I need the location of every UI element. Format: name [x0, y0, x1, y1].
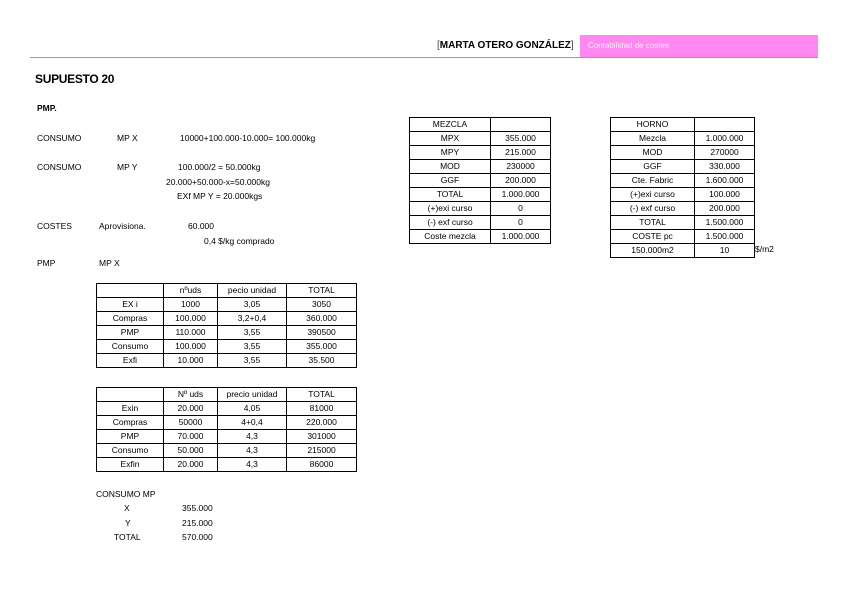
horno-row [611, 146, 755, 160]
consumo-mp-x-label: X [124, 503, 130, 513]
pmp-x-cell: EX i [97, 298, 164, 312]
horno-cell: 200.000 [695, 202, 755, 216]
pmp-x-cell: 3,2+0,4 [218, 312, 287, 326]
pmp-y-cell: 20.000 [164, 402, 218, 416]
horno-cell: HORNO [611, 118, 695, 132]
pmp-x-cell: 3,55 [218, 354, 287, 368]
pmp-y-cell: Nº uds [164, 388, 218, 402]
pmp-y-cell: Exin [97, 402, 164, 416]
page-title: SUPUESTO 20 [35, 72, 115, 86]
consumo-mp-total-label: TOTAL [114, 532, 141, 542]
mezcla-cell: 1.000.000 [491, 230, 551, 244]
pmp-x-cell: 10.000 [164, 354, 218, 368]
consumo-mp-x-value: 355.000 [182, 503, 213, 513]
mezcla-cell: 230000 [491, 160, 551, 174]
consumo-mp-label: CONSUMO MP [96, 489, 156, 499]
pmp-x-row [97, 284, 357, 298]
pmp-x-cell: 1000 [164, 298, 218, 312]
horno-cell: TOTAL [611, 216, 695, 230]
horno-cell: 1.500.000 [695, 216, 755, 230]
pmp-y-cell: 4,05 [218, 402, 287, 416]
horno-cell [695, 118, 755, 132]
consumo-y-calc-1: 100.000/2 = 50.000kg [178, 162, 261, 172]
pmp-y-row [97, 416, 357, 430]
mezcla-row [410, 202, 551, 216]
mezcla-cell: (-) exf curso [410, 216, 491, 230]
consumo-x-label: CONSUMO [37, 133, 82, 143]
mezcla-row [410, 160, 551, 174]
pmp-x-row [97, 312, 357, 326]
horno-cell: (-) exf curso [611, 202, 695, 216]
pmp-mp: MP X [99, 258, 120, 268]
mezcla-row [410, 188, 551, 202]
pmp-y-cell: Exfin [97, 458, 164, 472]
horno-row [611, 216, 755, 230]
pmp-y-cell: 86000 [287, 458, 357, 472]
consumo-y-calc-3: EXf MP Y = 20.000kgs [177, 191, 263, 201]
pmp-x-cell: Compras [97, 312, 164, 326]
mezcla-row [410, 132, 551, 146]
mezcla-cell: Coste mezcla [410, 230, 491, 244]
pmp-y-cell: 70.000 [164, 430, 218, 444]
pmp-x-row [97, 326, 357, 340]
pmp-x-cell: nºuds [164, 284, 218, 298]
pmp-x-row [97, 298, 357, 312]
horno-cell: MOD [611, 146, 695, 160]
mezcla-cell: MPY [410, 146, 491, 160]
consumo-y-label: CONSUMO [37, 162, 82, 172]
horno-row [611, 202, 755, 216]
mezcla-cell [491, 118, 551, 132]
pmp-y-cell: 20.000 [164, 458, 218, 472]
horno-cell: 1.000.000 [695, 132, 755, 146]
pmp-y-cell: 50.000 [164, 444, 218, 458]
horno-cell: (+)exi curso [611, 188, 695, 202]
horno-cell: Mezcla [611, 132, 695, 146]
section-title: PMP. [37, 103, 57, 113]
mezcla-cell: GGF [410, 174, 491, 188]
pmp-y-cell: 4,3 [218, 430, 287, 444]
mezcla-row [410, 174, 551, 188]
pmp-x-cell: 35.500 [287, 354, 357, 368]
pmp-x-cell: Consumo [97, 340, 164, 354]
pmp-y-cell: 50000 [164, 416, 218, 430]
pmp-y-table [96, 387, 357, 472]
consumo-y-mp: MP Y [117, 162, 138, 172]
pmp-y-cell: 4+0,4 [218, 416, 287, 430]
pmp-y-row [97, 402, 357, 416]
horno-cell: 1.500.000 [695, 230, 755, 244]
pmp-x-cell: PMP [97, 326, 164, 340]
mezcla-row [410, 216, 551, 230]
pmp-x-table [96, 283, 357, 368]
header-divider [30, 57, 818, 58]
consumo-x-calc: 10000+100.000-10.000= 100.000kg [180, 133, 316, 143]
horno-row [611, 118, 755, 132]
costes-value: 60.000 [188, 221, 214, 231]
pmp-x-cell [97, 284, 164, 298]
pmp-x-cell: 100.000 [164, 312, 218, 326]
horno-cell: 10 [695, 244, 755, 258]
horno-cell: 100.000 [695, 188, 755, 202]
pmp-x-cell: TOTAL [287, 284, 357, 298]
mezcla-cell: MEZCLA [410, 118, 491, 132]
pmp-x-cell: 390500 [287, 326, 357, 340]
horno-cell: Cte. Fabric [611, 174, 695, 188]
pmp-x-cell: Exfi [97, 354, 164, 368]
pmp-y-cell: 301000 [287, 430, 357, 444]
horno-cell: 330.000 [695, 160, 755, 174]
horno-cell: 1.600.000 [695, 174, 755, 188]
horno-row [611, 174, 755, 188]
mezcla-cell: 200.000 [491, 174, 551, 188]
mezcla-cell: 0 [491, 216, 551, 230]
pmp-y-cell: Compras [97, 416, 164, 430]
horno-cell: 150.000m2 [611, 244, 695, 258]
pmp-x-cell: pecio unidad [218, 284, 287, 298]
pmp-x-cell: 100.000 [164, 340, 218, 354]
author-text: MARTA OTERO GONZÁLEZ [439, 40, 571, 51]
consumo-mp-total-value: 570.000 [182, 532, 213, 542]
mezcla-cell: MPX [410, 132, 491, 146]
pmp-x-cell: 360.000 [287, 312, 357, 326]
mezcla-row [410, 230, 551, 244]
consumo-x-mp: MP X [117, 133, 138, 143]
pmp-y-cell: 4,3 [218, 444, 287, 458]
mezcla-row [410, 146, 551, 160]
horno-cell: 270000 [695, 146, 755, 160]
pmp-y-cell: PMP [97, 430, 164, 444]
pmp-y-cell: 220.000 [287, 416, 357, 430]
pmp-x-row [97, 354, 357, 368]
pmp-x-row [97, 340, 357, 354]
mezcla-cell: 215.000 [491, 146, 551, 160]
horno-unit: $/m2 [755, 244, 774, 254]
pmp-y-cell: 4,3 [218, 458, 287, 472]
costes-unit: 0,4 $/kg comprado [204, 236, 275, 246]
pmp-y-cell: 215000 [287, 444, 357, 458]
costes-item: Aprovisiona. [99, 221, 146, 231]
mezcla-cell: 0 [491, 202, 551, 216]
consumo-mp-y-label: Y [125, 518, 131, 528]
pmp-y-cell [97, 388, 164, 402]
consumo-mp-y-value: 215.000 [182, 518, 213, 528]
horno-row [611, 160, 755, 174]
horno-row [611, 230, 755, 244]
mezcla-cell: 355.000 [491, 132, 551, 146]
pmp-y-row [97, 430, 357, 444]
pmp-x-cell: 3,55 [218, 340, 287, 354]
horno-table [610, 117, 755, 258]
pmp-y-cell: TOTAL [287, 388, 357, 402]
pmp-label: PMP [37, 258, 56, 268]
pmp-y-row [97, 388, 357, 402]
pmp-y-row [97, 444, 357, 458]
mezcla-cell: MOD [410, 160, 491, 174]
pmp-x-cell: 355.000 [287, 340, 357, 354]
mezcla-cell: TOTAL [410, 188, 491, 202]
pmp-y-cell: Consumo [97, 444, 164, 458]
horno-cell: GGF [611, 160, 695, 174]
horno-row [611, 188, 755, 202]
subject-banner: Contabilidad de costes [580, 35, 818, 57]
horno-cell: COSTE pc [611, 230, 695, 244]
mezcla-cell: (+)exi curso [410, 202, 491, 216]
pmp-y-cell: precio unidad [218, 388, 287, 402]
author-name: [MARTA OTERO GONZÁLEZ] [437, 40, 574, 51]
horno-row [611, 132, 755, 146]
pmp-x-cell: 3,55 [218, 326, 287, 340]
pmp-x-cell: 3050 [287, 298, 357, 312]
horno-row [611, 244, 755, 258]
costes-label: COSTES [37, 221, 72, 231]
pmp-x-cell: 3,05 [218, 298, 287, 312]
mezcla-cell: 1.000.000 [491, 188, 551, 202]
mezcla-row [410, 118, 551, 132]
pmp-x-cell: 110.000 [164, 326, 218, 340]
consumo-y-calc-2: 20.000+50.000-x=50.000kg [166, 177, 270, 187]
pmp-y-row [97, 458, 357, 472]
mezcla-table [409, 117, 551, 244]
pmp-y-cell: 81000 [287, 402, 357, 416]
